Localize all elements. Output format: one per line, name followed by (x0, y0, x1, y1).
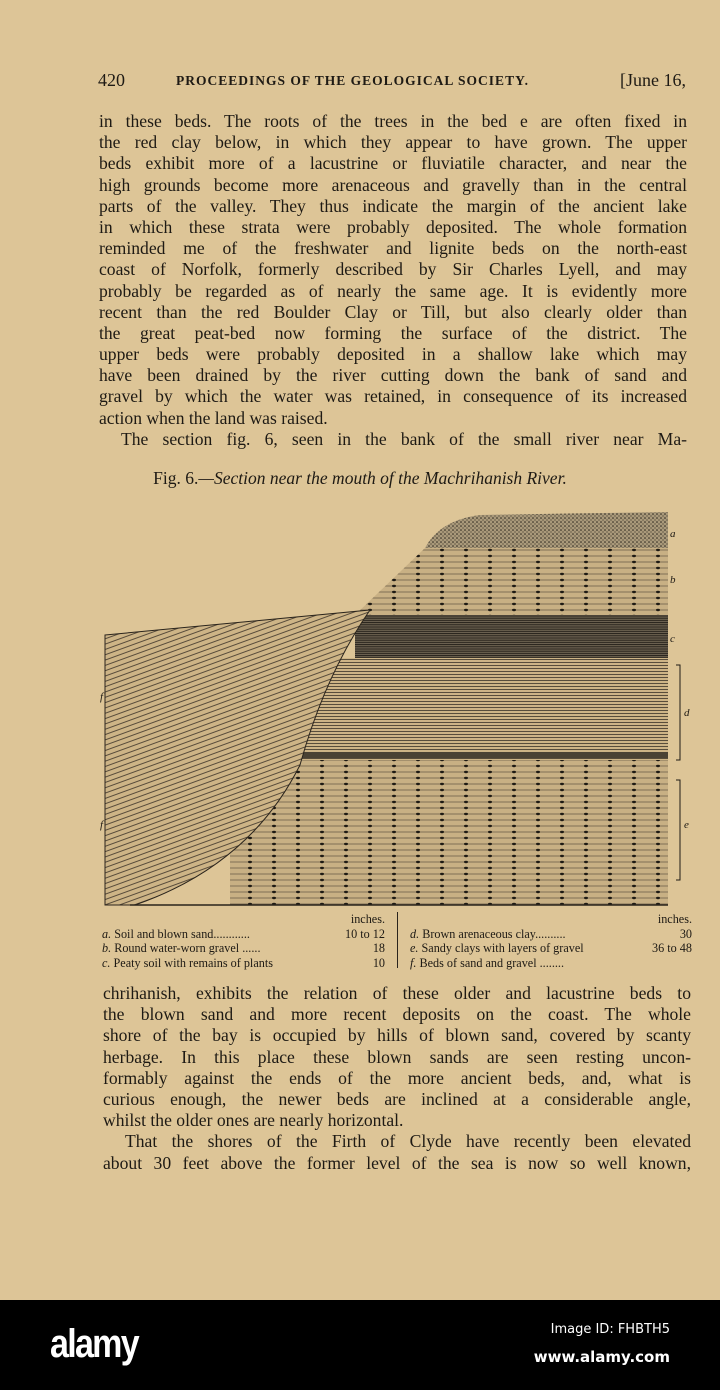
figure-caption (0, 468, 720, 489)
header-date: [June 16, (620, 70, 686, 90)
bed-e (230, 760, 668, 905)
bed-label-d: d (684, 707, 690, 719)
legend-right (410, 912, 692, 970)
text-line: recent than the red Boulder Clay or Till, but also clearly older than (99, 301, 687, 322)
text-line: beds exhibit more of a lacustrine or fluviatile character, and near the (99, 153, 687, 174)
legend-item: f. Beds of sand and gravel ........ (410, 955, 565, 970)
figure-caption-text: —Section near the mouth of the Machrihanish River. (198, 468, 567, 488)
bed-label-c: c (670, 633, 675, 645)
bed-d (290, 658, 668, 760)
bed-label-b: b (670, 574, 676, 586)
legend-unit: inches. (657, 912, 692, 926)
geological-section-figure (100, 505, 710, 910)
text-line: in which these strata were probably deposited. The whole formation (99, 216, 687, 237)
alamy-logo: alamy (50, 1322, 138, 1366)
text-line: whilst the older ones are nearly horizontal. (103, 1110, 404, 1131)
legend-unit: inches. (350, 912, 385, 926)
text-line: the red clay below, in which they appear to have grown. The upper (99, 132, 687, 153)
bed-b (355, 548, 668, 615)
bed-a (425, 512, 668, 548)
legend-divider (397, 912, 398, 968)
paragraph-top (99, 111, 687, 450)
bed-label-f: f (100, 819, 104, 831)
legend-item: b. Round water-worn gravel ...... 18 (102, 941, 385, 955)
text-line: chrihanish, exhibits the relation of these older and lacustrine beds to (103, 983, 691, 1003)
text-line: have been drained by the river cutting down the bank of sand and (99, 365, 687, 386)
figure-label: Fig. 6. (153, 468, 199, 488)
bed-label-f: f (100, 691, 104, 703)
stock-footer-bar (0, 1300, 720, 1390)
text-line: herbage. In this place these blown sands are seen resting uncon- (103, 1046, 691, 1067)
legend-left (102, 912, 385, 970)
text-line: shore of the bay is occupied by hills of blown sand, covered by scanty (103, 1025, 691, 1046)
legend-item: e. Sandy clays with layers of gravel 36 to 48 (410, 941, 692, 955)
bed-c (355, 615, 668, 658)
text-line: high grounds become more arenaceous and gravelly than in the central (99, 174, 687, 195)
text-line: probably be regarded as of nearly the same age. It is evidently more (99, 280, 687, 301)
site-url: www.alamy.com (533, 1348, 670, 1366)
text-line: in these beds. The roots of the trees in the bed e are often fixed in (99, 111, 687, 131)
text-line: the great peat-bed now forming the surface of the district. The (99, 322, 687, 343)
legend-item: a. Soil and blown sand............ 10 to 12 (102, 926, 385, 941)
text-line: formably against the ends of the more ancient beds, and, what is (103, 1067, 691, 1088)
text-line: the blown sand and more recent deposits on the coast. The whole (103, 1004, 691, 1025)
text-line: coast of Norfolk, formerly described by Sir Charles Lyell, and may (99, 259, 687, 280)
text-line: reminded me of the freshwater and lignite beds on the north-east (99, 238, 687, 259)
text-line: upper beds were probably deposited in a shallow lake which may (99, 344, 687, 365)
bed-label-a: a (670, 528, 676, 540)
text-line: The section fig. 6, seen in the bank of the small river near Ma- (121, 428, 687, 449)
text-line: That the shores of the Firth of Clyde have recently been elevated (125, 1131, 691, 1152)
running-title: PROCEEDINGS OF THE GEOLOGICAL SOCIETY. (176, 73, 529, 88)
text-line: gravel by which the water was retained, in consequence of its increased (99, 386, 687, 407)
text-line: parts of the valley. They thus indicate the margin of the ancient lake (99, 195, 687, 216)
page-number: 420 (98, 70, 125, 90)
running-header (98, 70, 686, 94)
legend-item: d. Brown arenaceous clay.......... 30 (410, 926, 692, 941)
text-line: action when the land was raised. (99, 407, 328, 428)
image-id: Image ID: FHBTH5 (550, 1322, 670, 1337)
paragraph-bottom (103, 983, 691, 1174)
text-line: about 30 feet above the former level of the sea is now so well known, (103, 1152, 691, 1173)
text-line: curious enough, the newer beds are inclined at a considerable angle, (103, 1088, 691, 1109)
legend-item: c. Peaty soil with remains of plants 10 (102, 955, 385, 970)
bed-label-e: e (684, 819, 689, 831)
